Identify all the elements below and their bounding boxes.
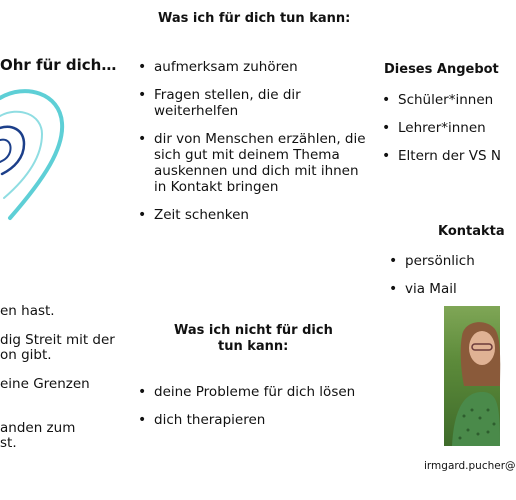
cannot-title-line2: tun kann: (218, 339, 289, 354)
cannot-do-item: • dich therapieren (136, 412, 376, 428)
left-line-4: eine Grenzen (0, 376, 90, 392)
left-line-1: en hast. (0, 303, 55, 319)
cannot-title-line1: Was ich nicht für dich (174, 323, 333, 338)
left-title-fragment: Ohr für dich… (0, 56, 117, 74)
can-do-item: • aufmerksam zuhören (136, 59, 366, 75)
middle-title: Was ich für dich tun kann: (158, 11, 351, 26)
can-do-item: • Zeit schenken (136, 207, 366, 223)
contact-list (387, 253, 497, 309)
contact-item: • via Mail (387, 281, 497, 297)
can-do-item: • Fragen stellen, die dir weiterhelfen (136, 87, 366, 119)
offer-title: Dieses Angebot (384, 62, 499, 77)
portrait-photo (444, 306, 500, 446)
left-line-2: dig Streit mit der (0, 332, 115, 348)
left-line-5: anden zum (0, 420, 76, 436)
offer-item: • Lehrer*innen (380, 120, 510, 136)
offer-item: • Schüler*innen (380, 92, 510, 108)
contact-title: Kontakta (438, 224, 505, 239)
cannot-do-item: • deine Probleme für dich lösen (136, 384, 376, 400)
offer-list (380, 92, 510, 176)
can-do-item: • dir von Menschen erzählen, die sich gut mit deinem Thema auskennen und dich mit ihnen in Kontakt bringen (136, 131, 366, 195)
heart-ear-icon (0, 88, 70, 228)
contact-email[interactable]: irmgard.pucher@ (424, 460, 516, 472)
left-line-3: on gibt. (0, 347, 52, 363)
left-line-6: st. (0, 435, 17, 451)
offer-item: • Eltern der VS N (380, 148, 510, 164)
cannot-do-list (136, 384, 376, 440)
contact-item: • persönlich (387, 253, 497, 269)
can-do-list (136, 59, 366, 235)
